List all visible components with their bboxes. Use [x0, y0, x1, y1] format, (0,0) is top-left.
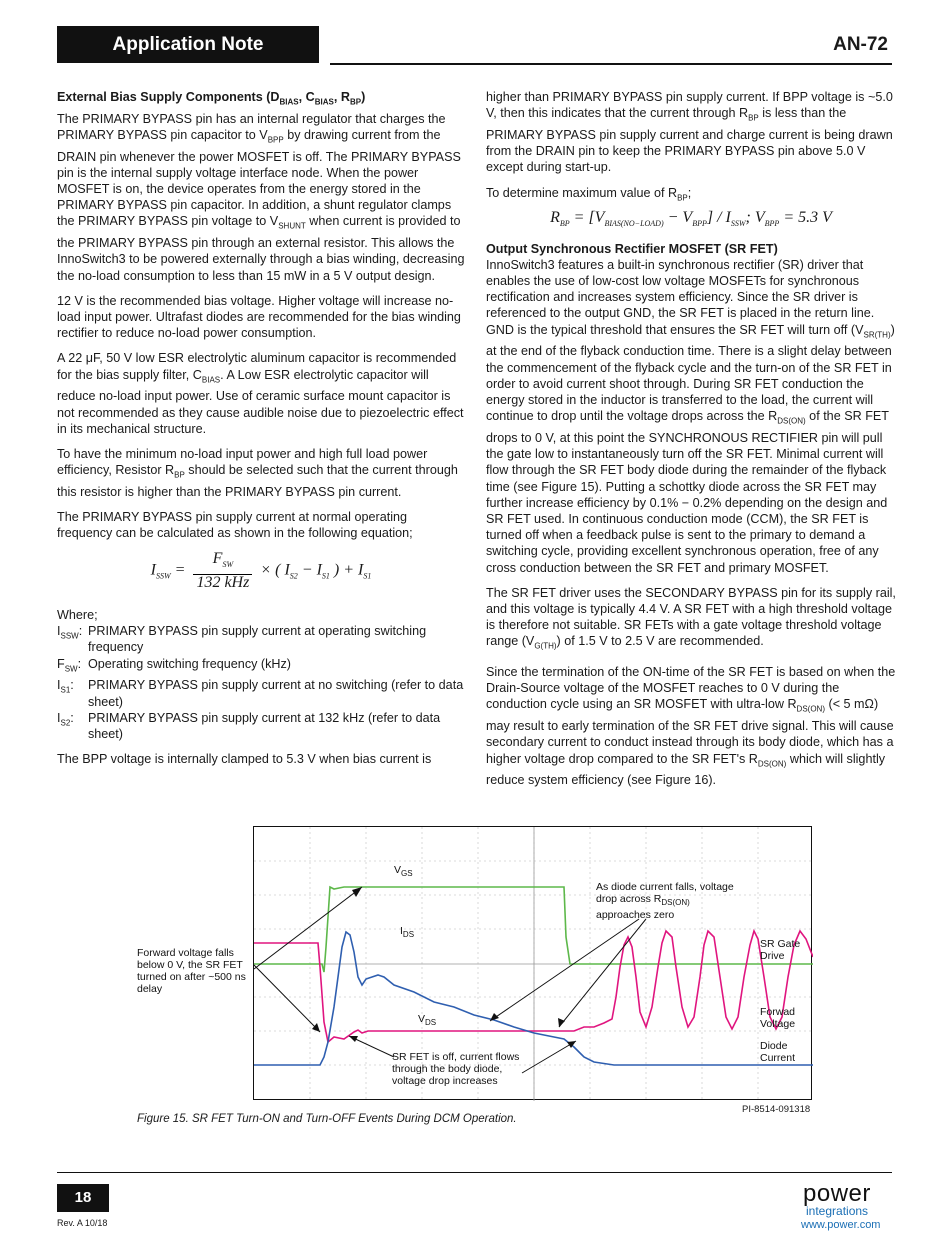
vds-label: $V_{DS}$	[418, 1013, 437, 1028]
document-code: AN-72	[833, 34, 888, 55]
paragraph: The BPP voltage is internally clamped to 5.3 V when bias current is	[57, 752, 432, 767]
figure-code: PI-8514-091318	[742, 1104, 811, 1115]
diode-current-note: As diode current falls, voltage drop across $R_{DS(ON)}$ approaches zero	[596, 881, 734, 922]
page-number: 18	[57, 1184, 109, 1212]
scope-traces	[254, 827, 813, 1101]
paragraph: The PRIMARY BYPASS pin has an internal regulator that charges the PRIMARY BYPASS pin capacitor to $V_{BPP}$ by drawing current from the DRAIN pin whenever the power MOSFET is off. The PRIMARY BYPASS pin is the internal supply voltage interface node. When the power MOSFET is on, the device operates from the energy stored in the PRIMARY BYPASS pin capacitor. In addition, a shunt regulator clamps the PRIMARY BYPASS pin voltage to $V_{SHUNT}$ when current is provided to the PRIMARY BYPASS pin through an external resistor. This allows the InnoSwitch3 to be powered externally through a bias winding, decreasing the no-load consumption to less than 15 mW in a 5 V output design.	[57, 111, 465, 283]
definition-row: $I_{S2}$: PRIMARY BYPASS pin supply current at 132 kHz (refer to data sheet)	[57, 710, 441, 741]
paragraph: InnoSwitch3 features a built-in synchronous rectifier (SR) driver that enables the use of low-cost low voltage MOSFETs for synchronous rectification and increases system efficiency. Since the SR driver is referenced to the output GND, the SR FET is placed in the return line. GND is the typical threshold that ensures the SR FET will turn off $(V_{SR(TH)})$ at the end of the flyback conduction time. There is a slight delay between the commencement of the flyback cycle and the turn-on of the SR FET in order to avoid current shoot through. During SR FET conduction the energy stored in the inductor is transferred to the load, the current will continue to drop until the voltage drops across the $R_{DS(ON)}$ of the SR FET drops to 0 V, at this point the SYNCHRONOUS RECTIFIER pin will pull the gate low to instantaneously turn off the SR FET. Minimal current will flow through the SR FET body diode during the remainder of the flyback time (see Figure 15). Putting a schottky diode across the SR FET may further increase efficiency by 0.1% − 0.2% depending on the design and SR FET used. In continuous conduction mode (CCM), the SR FET is turned off when a feedback pulse is sent to the primary to demand a switching cycle, providing excellent synchronous operation, free of any cross conduction between the SR FET and primary MOSFET.	[486, 257, 895, 575]
website-link[interactable]: www.power.com	[801, 1219, 881, 1231]
paragraph: Since the termination of the ON-time of the SR FET is based on when the Drain-Source voltage of the MOSFET reaches to 0 V during the conduction cycle using an SR MOSFET with ultra-low $R_{DS(ON)}$ (< 5 mΩ) may result to early termination of the SR FET drive signal. This will cause secondary current to conduct instead through its body diode, which has a higher voltage drop compared to the SR FET's $R_{DS(ON)}$ which will slightly reduce system efficiency (see Figure 16).	[486, 665, 896, 788]
header-title: Application Note	[112, 34, 264, 55]
annotation-arrows	[254, 887, 646, 1073]
paragraph: To have the minimum no-load input power and high full load power efficiency, Resistor $R_{BP}$ should be selected such that the current through this resistor is higher than the PRIMARY BYPASS pin current.	[57, 446, 458, 499]
legend-gate-drive: SR Gate Drive	[760, 938, 801, 962]
definition-row: $I_{S1}$: PRIMARY BYPASS pin supply current at no switching (refer to data sheet)	[57, 678, 464, 709]
srfet-heading: Output Synchronous Rectifier MOSFET (SR FET)	[486, 241, 778, 256]
legend-forward-voltage: Forwad Voltage	[760, 1006, 796, 1030]
paragraph: higher than PRIMARY BYPASS pin supply current. If BPP voltage is ~5.0 V, then this indicates that the current through $R_{BP}$ is less than the PRIMARY BYPASS pin supply current and charge current is being drawn from the DRAIN pin to keep the PRIMARY BYPASS pin above 5.0 V except during start-up.	[486, 90, 893, 175]
footer-rule	[57, 1172, 892, 1173]
left-column	[57, 89, 465, 776]
paragraph: A 22 μF, 50 V low ESR electrolytic aluminum capacitor is recommended for the bias supply filter, $C_{BIAS}$. A Low ESR electrolytic capacitor will reduce no-load input power. Use of ceramic surface mount capacitor is not recommended as they cause audible noise due to piezoelectric effect in its mechanical structure.	[57, 351, 464, 436]
logo-power: power	[803, 1180, 871, 1207]
forward-voltage-trace	[254, 931, 813, 1042]
definition-row: $F_{SW}$: Operating switching frequency (kHz)	[57, 656, 291, 674]
where-label: Where;	[57, 608, 98, 623]
annotation-arrowheads	[312, 887, 576, 1048]
definition-list	[57, 623, 465, 742]
header-title-box	[57, 26, 319, 63]
paragraph: The SR FET driver uses the SECONDARY BYPASS pin for its supply rail, and this voltage is typically 4.4 V. A SR FET with a high threshold voltage is therefore not suitable. SR FETs with a gate voltage threshold voltage range $(V_{G(TH)})$ of 1.5 V to 2.5 V are recommended.	[486, 585, 896, 651]
legend-diode-current: Diode Current	[760, 1040, 796, 1064]
forward-voltage-note: Forward voltage falls below 0 V, the SR FET turned on after ~500 ns delay	[137, 947, 246, 995]
revision-label: Rev. A 10/18	[57, 1218, 108, 1228]
definition-row: $I_{SSW}$: PRIMARY BYPASS pin supply current at operating switching frequency	[57, 624, 427, 655]
paragraph: The PRIMARY BYPASS pin supply current at normal operating frequency can be calculated as shown in the following equation;	[57, 510, 413, 541]
vgs-label: $V_{GS}$	[394, 864, 413, 879]
right-column	[486, 89, 896, 798]
figure-caption: Figure 15. SR FET Turn-ON and Turn-OFF Events During DCM Operation.	[137, 1113, 517, 1125]
diode-current-trace	[254, 932, 813, 1065]
header-rule	[330, 63, 892, 65]
equation-rbp: $R_{BP} = [V_{BIAS(NO-LOAD)} - V_{BPP}] / I_{SSW}$; $V_{BPP} = 5.3$ V	[550, 209, 832, 229]
oscilloscope-figure	[253, 826, 812, 1100]
equation-issw: $I_{SSW}$ = $\frac{F_{SW}}{\text{132 kHz}}$ × ( $I_{S2} - I_{S1}$ ) + $I_{S1}$	[150, 550, 372, 591]
ids-label: $I_{DS}$	[400, 925, 415, 940]
sr-off-note: SR FET is off, current flows through the body diode, voltage drop increases	[392, 1051, 520, 1087]
logo-integrations: integrations	[806, 1204, 869, 1218]
bias-heading: External Bias Supply Components ($D_{BIAS}$, $C_{BIAS}$, $R_{BP}$)	[57, 90, 366, 107]
equation-fraction: $\frac{F_{SW}}{\text{132 kHz}}$	[193, 551, 252, 591]
paragraph: To determine maximum value of $R_{BP}$;	[486, 185, 692, 203]
paragraph: 12 V is the recommended bias voltage. Higher voltage will increase no-load input power. Ultrafast diodes are recommended for the bias winding rectifier to reduce no-load power consumption.	[57, 293, 461, 341]
